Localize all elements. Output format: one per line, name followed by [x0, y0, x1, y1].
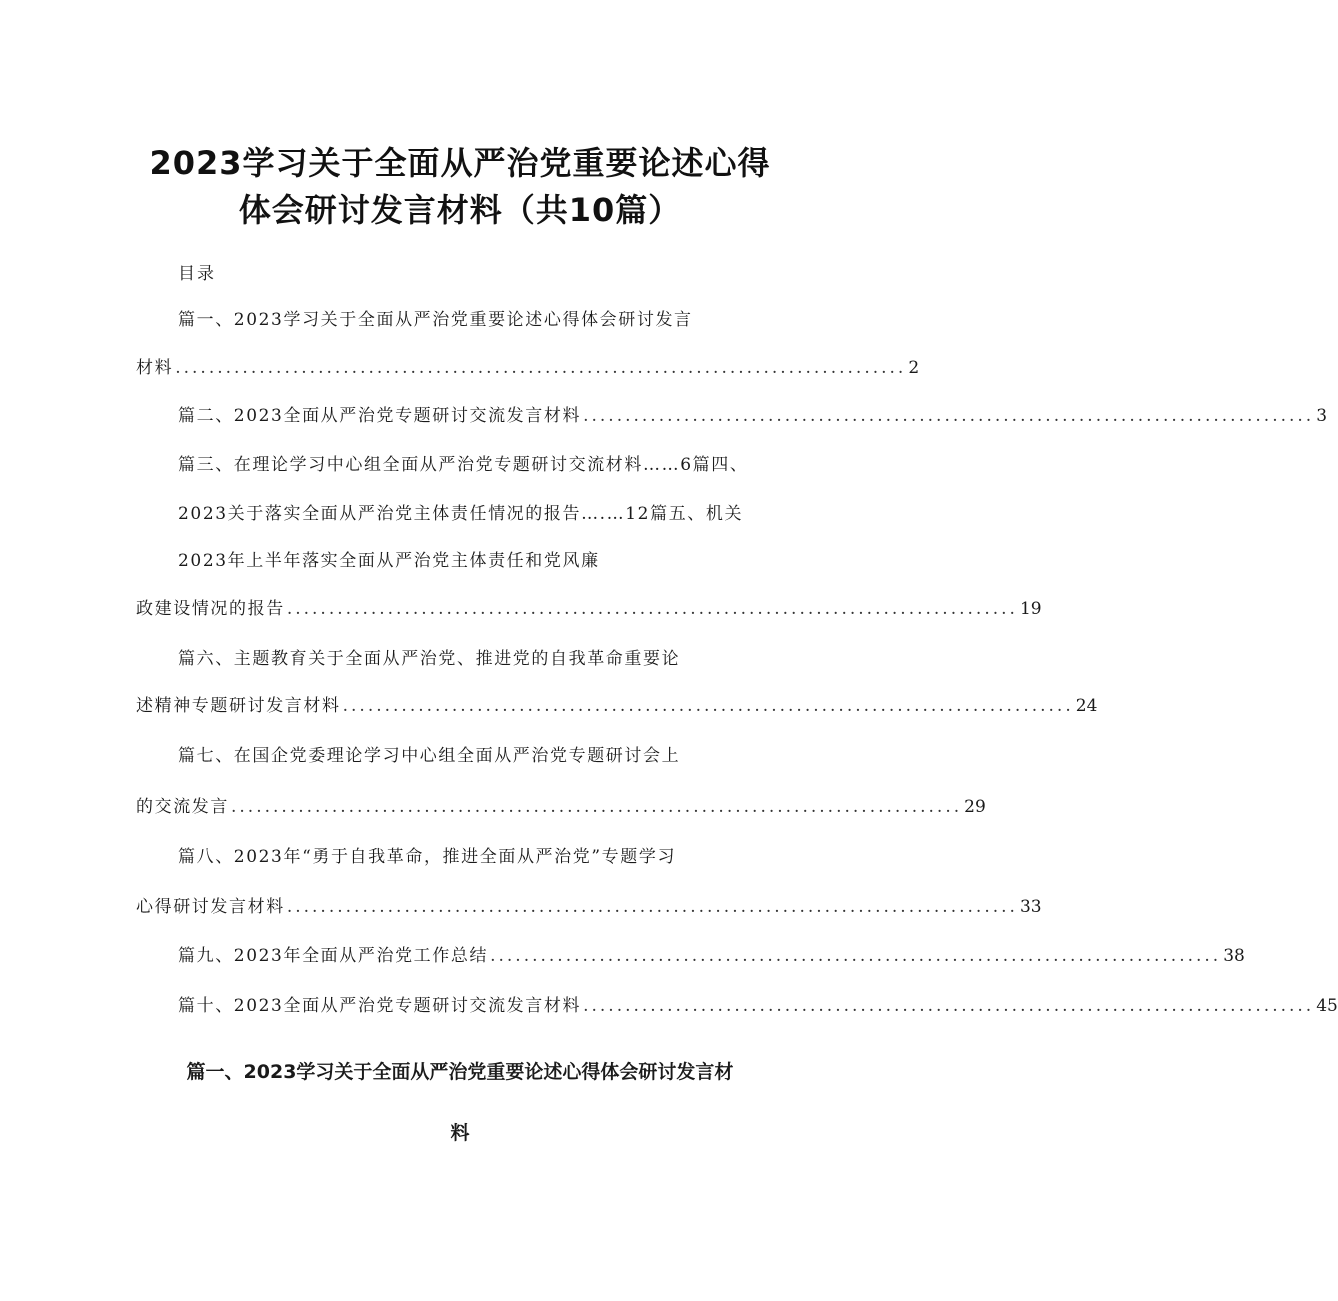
toc-entry-5-line2[interactable] [136, 597, 1042, 621]
toc-entry-text: 篇十、2023全面从严治党专题研讨交流发言材料 [178, 996, 582, 1016]
toc-leader-dots: ....................................................................................... [583, 996, 1315, 1016]
toc-entry-text: 材料 [136, 358, 174, 378]
toc-entry-6-line1[interactable]: 篇六、主题教育关于全面从严治党、推进党的自我革命重要论 [178, 649, 681, 669]
toc-page-number: 24 [1075, 696, 1098, 716]
toc-entry-text: 政建设情况的报告 [136, 599, 285, 619]
toc-entry-3-line[interactable]: 篇三、在理论学习中心组全面从严治党专题研讨交流材料……6篇四、 [178, 455, 749, 475]
toc-page-number: 33 [1019, 897, 1042, 917]
toc-entry-8-line2[interactable] [136, 895, 1042, 919]
toc-entry-text: 篇九、2023年全面从严治党工作总结 [178, 946, 489, 966]
toc-page-number: 3 [1316, 406, 1328, 426]
toc-entry-text: 述精神专题研讨发言材料 [136, 696, 341, 716]
toc-leader-dots: ....................................................................................... [342, 696, 1074, 716]
toc-leader-dots: ....................................................................................... [231, 797, 963, 817]
toc-leader-dots: ....................................................................................... [286, 599, 1018, 619]
toc-page-number: 19 [1019, 599, 1042, 619]
toc-entry-6-line2[interactable] [136, 694, 1098, 718]
toc-label: 目录 [178, 264, 216, 284]
toc-entry-1-line2[interactable] [136, 356, 920, 380]
toc-entry-4-line[interactable]: 2023关于落实全面从严治党主体责任情况的报告….…12篇五、机关 [178, 504, 744, 524]
toc-entry-2[interactable] [178, 404, 1328, 428]
toc-entry-10[interactable] [178, 994, 1338, 1018]
toc-leader-dots: ....................................................................................... [175, 358, 907, 378]
document-title-line1: 2023学习关于全面从严治党重要论述心得 [149, 144, 771, 182]
section-heading-line1: 篇一、2023学习关于全面从严治党重要论述心得体会研讨发言材 [186, 1061, 734, 1083]
toc-entry-text: 心得研讨发言材料 [136, 897, 285, 917]
toc-leader-dots: ....................................................................................... [490, 946, 1222, 966]
toc-entry-text: 篇二、2023全面从严治党专题研讨交流发言材料 [178, 406, 582, 426]
toc-leader-dots: ....................................................................................... [583, 406, 1315, 426]
toc-entry-7-line1[interactable]: 篇七、在国企党委理论学习中心组全面从严治党专题研讨会上 [178, 746, 681, 766]
toc-page-number: 45 [1316, 996, 1338, 1016]
toc-entry-5-line1[interactable]: 2023年上半年落实全面从严治党主体责任和党风廉 [178, 551, 600, 571]
toc-entry-text: 的交流发言 [136, 797, 229, 817]
document-title-line2: 体会研讨发言材料（共10篇） [238, 191, 682, 229]
toc-page-number: 29 [964, 797, 986, 817]
toc-page-number: 38 [1223, 946, 1245, 966]
toc-entry-7-line2[interactable] [136, 795, 986, 819]
toc-entry-9[interactable] [178, 944, 1245, 968]
section-heading-line2: 料 [450, 1122, 470, 1144]
toc-leader-dots: ....................................................................................... [286, 897, 1018, 917]
toc-entry-1-line1[interactable]: 篇一、2023学习关于全面从严治党重要论述心得体会研讨发言 [178, 310, 693, 330]
toc-entry-8-line1[interactable]: 篇八、2023年“勇于自我革命，推进全面从严治党”专题学习 [178, 847, 677, 867]
toc-page-number: 2 [908, 358, 920, 378]
